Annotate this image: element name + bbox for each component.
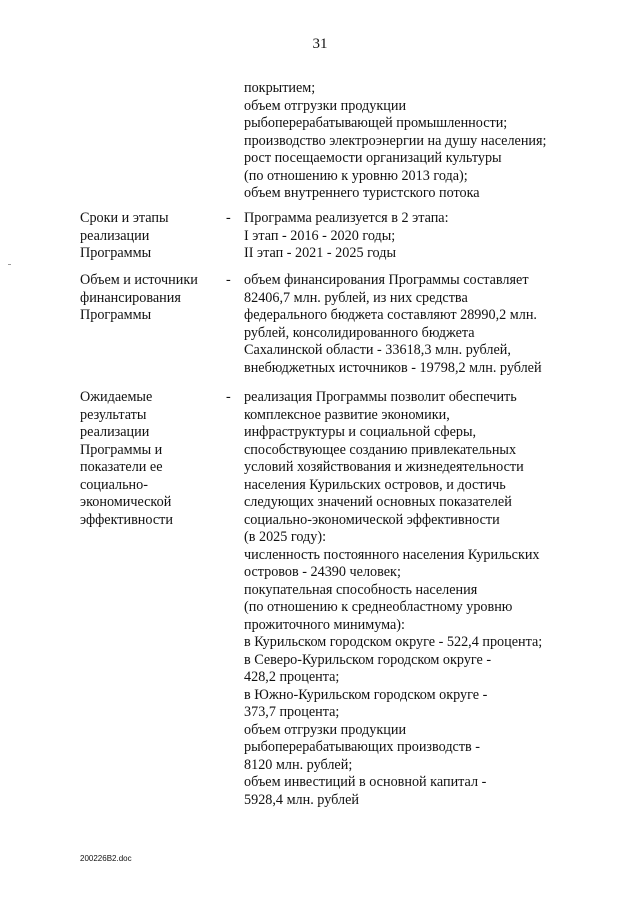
text-line: социально-экономической эффективности bbox=[244, 511, 500, 528]
text-line: способствующее созданию привлекательных bbox=[244, 441, 517, 458]
text-line: рыбоперерабатывающих производств - bbox=[244, 739, 481, 755]
label-line: Программы и bbox=[80, 441, 163, 458]
text-line: федерального бюджета составляют 28990,2 млн. bbox=[244, 307, 537, 323]
label-line: финансирования bbox=[80, 289, 181, 306]
section-content bbox=[244, 272, 542, 377]
text-line: 428,2 процента; bbox=[244, 669, 340, 685]
label-line: результаты bbox=[80, 406, 147, 423]
text-line: островов - 24390 человек; bbox=[244, 564, 401, 580]
text-line: I этап - 2016 - 2020 годы; bbox=[244, 227, 396, 244]
label-line: показатели ее bbox=[80, 459, 163, 475]
text-line: рублей, консолидированного бюджета bbox=[244, 324, 475, 341]
text-line: объем финансирования Программы составляет bbox=[244, 272, 529, 288]
text-line: реализация Программы позволит обеспечить bbox=[244, 389, 517, 405]
text-line: производство электроэнергии на душу населения; bbox=[244, 132, 547, 149]
text-line: II этап - 2021 - 2025 годы bbox=[244, 245, 396, 261]
text-line: инфраструктуры и социальной сферы, bbox=[244, 424, 477, 440]
text-line: внебюджетных источников - 19798,2 млн. рублей bbox=[244, 359, 542, 376]
document-footer: 200226В2.doc bbox=[80, 854, 132, 863]
text-line: численность постоянного населения Курильских bbox=[244, 546, 540, 563]
label-line: социально- bbox=[80, 476, 148, 493]
text-line: 82406,7 млн. рублей, из них средства bbox=[244, 289, 468, 306]
text-line: Сахалинской области - 33618,3 млн. рублей, bbox=[244, 342, 511, 358]
text-line: комплексное развитие экономики, bbox=[244, 406, 450, 423]
label-line: реализации bbox=[80, 227, 150, 244]
text-line: объем отгрузки продукции bbox=[244, 721, 407, 738]
section-content bbox=[244, 210, 449, 263]
text-line: объем инвестиций в основной капитал - bbox=[244, 774, 487, 790]
text-line: прожиточного минимума): bbox=[244, 616, 405, 633]
text-line: (по отношению к уровню 2013 года); bbox=[244, 167, 468, 184]
section-dash: - bbox=[226, 210, 231, 226]
text-line: рыбоперерабатывающей промышленности; bbox=[244, 115, 508, 131]
text-line: в Северо-Курильском городском округе - bbox=[244, 651, 492, 668]
text-line: в Курильском городском округе - 522,4 процента; bbox=[244, 634, 543, 650]
text-line: 8120 млн. рублей; bbox=[244, 756, 353, 773]
section-label bbox=[80, 210, 169, 263]
section-label bbox=[80, 389, 173, 529]
text-line: (по отношению к среднеобластному уровню bbox=[244, 599, 513, 615]
label-line: экономической bbox=[80, 494, 172, 510]
label-line: Ожидаемые bbox=[80, 389, 153, 405]
section-label bbox=[80, 272, 198, 325]
text-line: населения Курильских островов, и достичь bbox=[244, 476, 506, 493]
label-line: Объем и источники bbox=[80, 272, 198, 288]
page-number: 31 bbox=[312, 36, 328, 52]
label-line: Программы bbox=[80, 245, 152, 261]
text-line: объем отгрузки продукции bbox=[244, 97, 407, 114]
text-line: объем внутреннего туристского потока bbox=[244, 185, 480, 201]
text-line: 5928,4 млн. рублей bbox=[244, 791, 359, 808]
intro-continuation bbox=[244, 80, 547, 203]
text-line: покупательная способность населения bbox=[244, 581, 478, 598]
label-line: эффективности bbox=[80, 511, 173, 528]
text-line: (в 2025 году): bbox=[244, 529, 327, 545]
section-dash: - bbox=[226, 389, 231, 405]
text-line: 373,7 процента; bbox=[244, 704, 340, 720]
label-line: Сроки и этапы bbox=[80, 210, 169, 226]
label-line: Программы bbox=[80, 307, 152, 323]
text-line: условий хозяйствования и жизнедеятельности bbox=[244, 459, 524, 475]
label-line: реализации bbox=[80, 424, 150, 440]
text-line: Программа реализуется в 2 этапа: bbox=[244, 210, 449, 226]
text-line: покрытием; bbox=[244, 80, 316, 96]
text-line: следующих значений основных показателей bbox=[244, 494, 512, 510]
section-dash: - bbox=[226, 272, 231, 288]
section-content bbox=[244, 389, 542, 809]
scan-margin-mark bbox=[8, 264, 11, 265]
text-line: в Южно-Курильском городском округе - bbox=[244, 686, 488, 703]
text-line: рост посещаемости организаций культуры bbox=[244, 150, 502, 166]
